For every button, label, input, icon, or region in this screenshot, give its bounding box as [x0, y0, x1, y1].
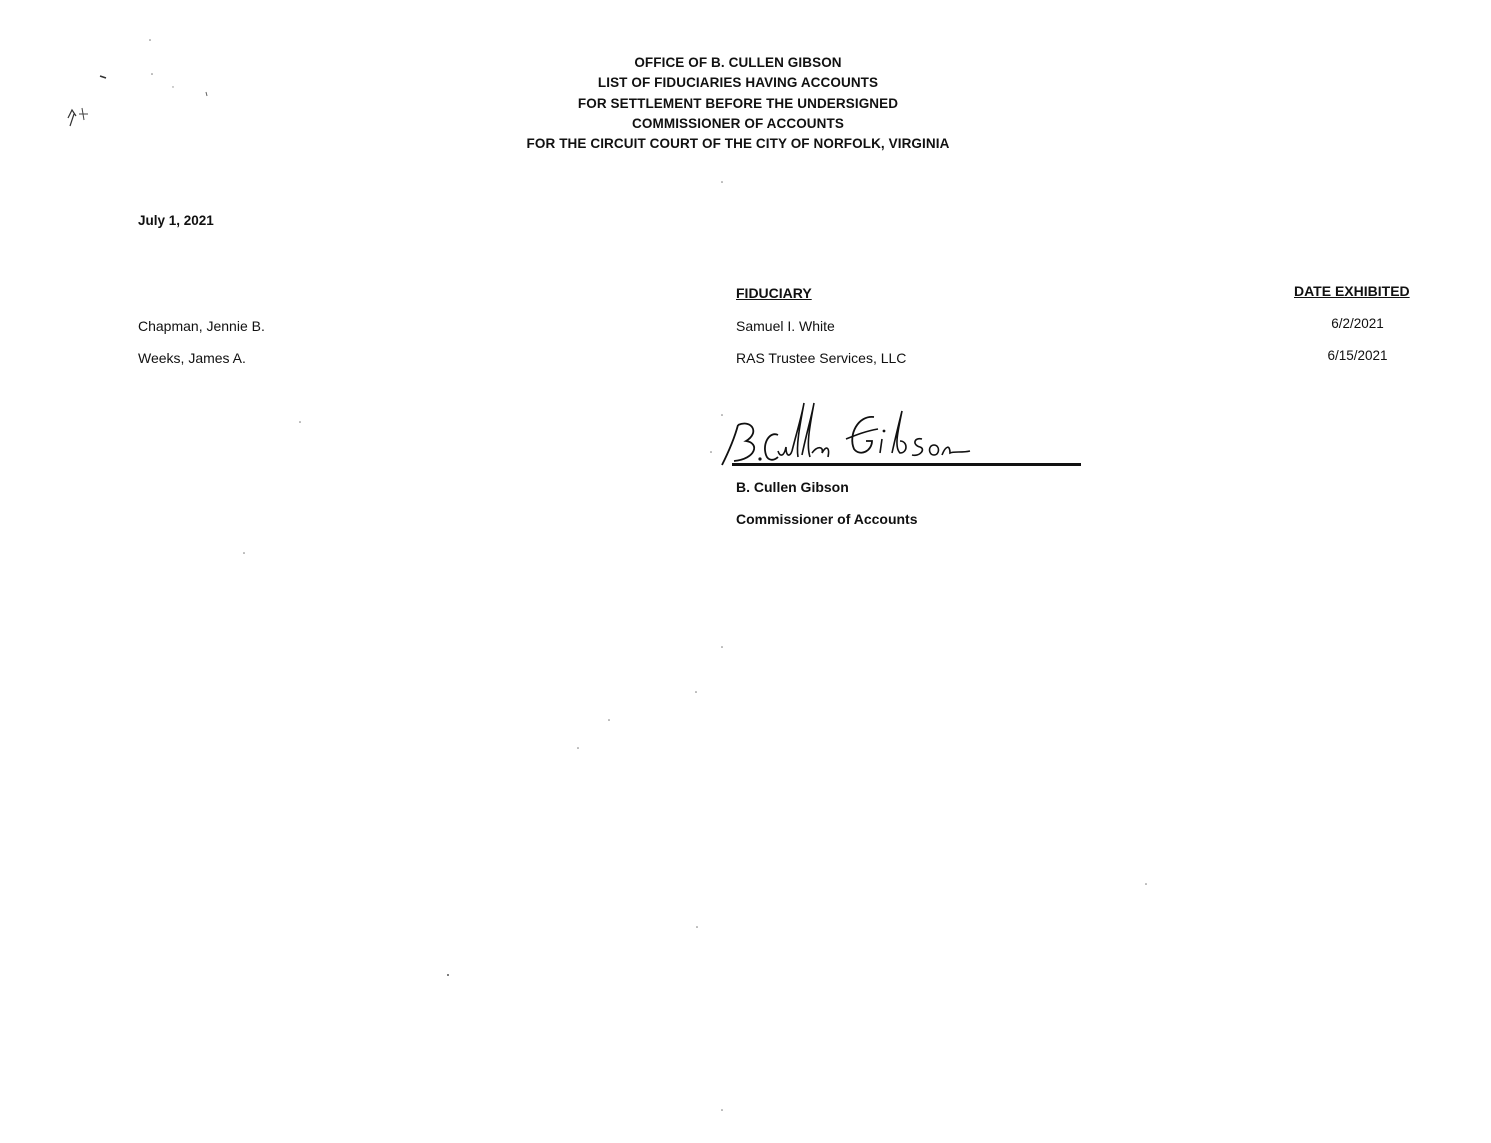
fiduciary-name: Samuel I. White — [736, 318, 835, 334]
document-header — [0, 53, 1476, 154]
date-exhibited-value: 6/15/2021 — [1327, 348, 1388, 363]
signer-name: B. Cullen Gibson — [736, 479, 849, 495]
handwritten-signature — [716, 395, 1086, 471]
header-court-line: FOR THE CIRCUIT COURT OF THE CITY OF NORFOLK, VIRGINIA — [526, 136, 950, 152]
estate-name: Chapman, Jennie B. — [138, 318, 265, 334]
header-settlement-line: FOR SETTLEMENT BEFORE THE UNDERSIGNED — [577, 95, 899, 111]
date-exhibited-value: 6/2/2021 — [1331, 316, 1384, 331]
signature-line — [732, 463, 1081, 466]
header-office-line: OFFICE OF B. CULLEN GIBSON — [634, 55, 842, 70]
fiduciary-name: RAS Trustee Services, LLC — [736, 350, 907, 366]
document-date: July 1, 2021 — [138, 213, 214, 228]
date-exhibited-column-header: DATE EXHIBITED — [1294, 283, 1410, 299]
header-list-line: LIST OF FIDUCIARIES HAVING ACCOUNTS — [597, 75, 879, 91]
fiduciary-column-header: FIDUCIARY — [736, 285, 812, 301]
signer-title: Commissioner of Accounts — [736, 511, 918, 527]
estate-name: Weeks, James A. — [138, 350, 246, 366]
header-commissioner-line: COMMISSIONER OF ACCOUNTS — [632, 115, 844, 131]
